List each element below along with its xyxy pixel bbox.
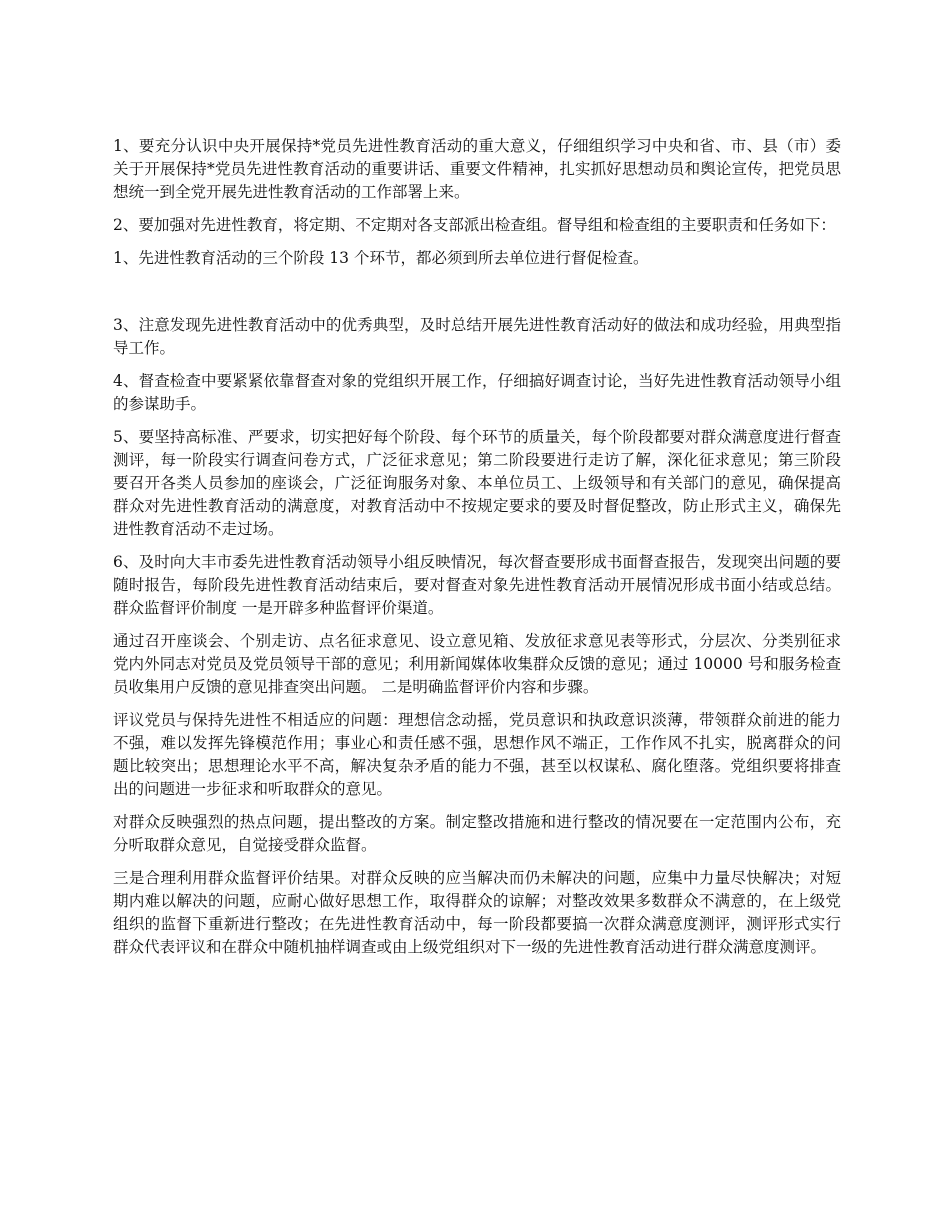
paragraph-1: 1、要充分认识中央开展保持*党员先进性教育活动的重大意义，仔细组织学习中央和省、市、县（市）委关于开展保持*党员先进性教育活动的重要讲话、重要文件精神，扎实抓好思想动员和舆论宣传，把党员思想统一到全党开展先进性教育活动的工作部署上来。	[113, 137, 841, 201]
paragraph-8: 通过召开座谈会、个别走访、点名征求意见、设立意见箱、发放征求意见表等形式，分层次、分类别征求党内外同志对党员及党员领导干部的意见；利用新闻媒体收集群众反馈的意见；通过 10000 号和服务检查员收集用户反馈的意见排查突出问题。 二是明确监督评价内容和步骤。	[113, 632, 841, 696]
paragraph-10: 对群众反映强烈的热点问题，提出整改的方案。制定整改措施和进行整改的情况要在一定范围内公布，充分听取群众意见，自觉接受群众监督。	[113, 813, 841, 854]
paragraph-4: 3、注意发现先进性教育活动中的优秀典型，及时总结开展先进性教育活动好的做法和成功经验，用典型指导工作。	[113, 316, 841, 357]
paragraph-3: 1、先进性教育活动的三个阶段 13 个环节，都必须到所去单位进行督促检查。	[113, 249, 649, 267]
paragraph-11: 三是合理利用群众监督评价结果。对群众反映的应当解决而仍未解决的问题，应集中力量尽快解决；对短期内难以解决的问题，应耐心做好思想工作，取得群众的谅解；对整改效果多数群众不满意的，在上级党组织的监督下重新进行整改；在先进性教育活动中，每一阶段都要搞一次群众满意度测评，测评形式实行群众代表评议和在群众中随机抽样调查或由上级党组织对下一级的先进性教育活动进行群众满意度测评。	[113, 869, 841, 956]
paragraph-7: 6、及时向大丰市委先进性教育活动领导小组反映情况，每次督查要形成书面督查报告，发现突出问题的要随时报告，每阶段先进性教育活动结束后，要对督查对象先进性教育活动开展情况形成书面小结或总结。 群众监督评价制度 一是开辟多种监督评价渠道。	[113, 553, 841, 617]
paragraph-5: 4、督查检查中要紧紧依靠督查对象的党组织开展工作，仔细搞好调查讨论，当好先进性教育活动领导小组的参谋助手。	[113, 372, 841, 413]
paragraph-2: 2、要加强对先进性教育，将定期、不定期对各支部派出检查组。督导组和检查组的主要职责和任务如下：	[113, 216, 836, 234]
paragraph-9: 评议党员与保持先进性不相适应的问题：理想信念动摇，党员意识和执政意识淡薄，带领群众前进的能力不强，难以发挥先锋模范作用；事业心和责任感不强，思想作风不端正，工作作风不扎实，脱离群众的问题比较突出；思想理论水平不高，解决复杂矛盾的能力不强，甚至以权谋私、腐化堕落。党组织要将排查出的问题进一步征求和听取群众的意见。	[113, 711, 841, 798]
document-body	[113, 135, 841, 969]
paragraph-6: 5、要坚持高标准、严要求，切实把好每个阶段、每个环节的质量关，每个阶段都要对群众满意度进行督查测评，每一阶段实行调查问卷方式，广泛征求意见；第二阶段要进行走访了解，深化征求意见；第三阶段要召开各类人员参加的座谈会，广泛征询服务对象、本单位员工、上级领导和有关部门的意见，确保提高群众对先进性教育活动的满意度，对教育活动中不按规定要求的要及时督促整改，防止形式主义，确保先进性教育活动不走过场。	[113, 428, 841, 538]
